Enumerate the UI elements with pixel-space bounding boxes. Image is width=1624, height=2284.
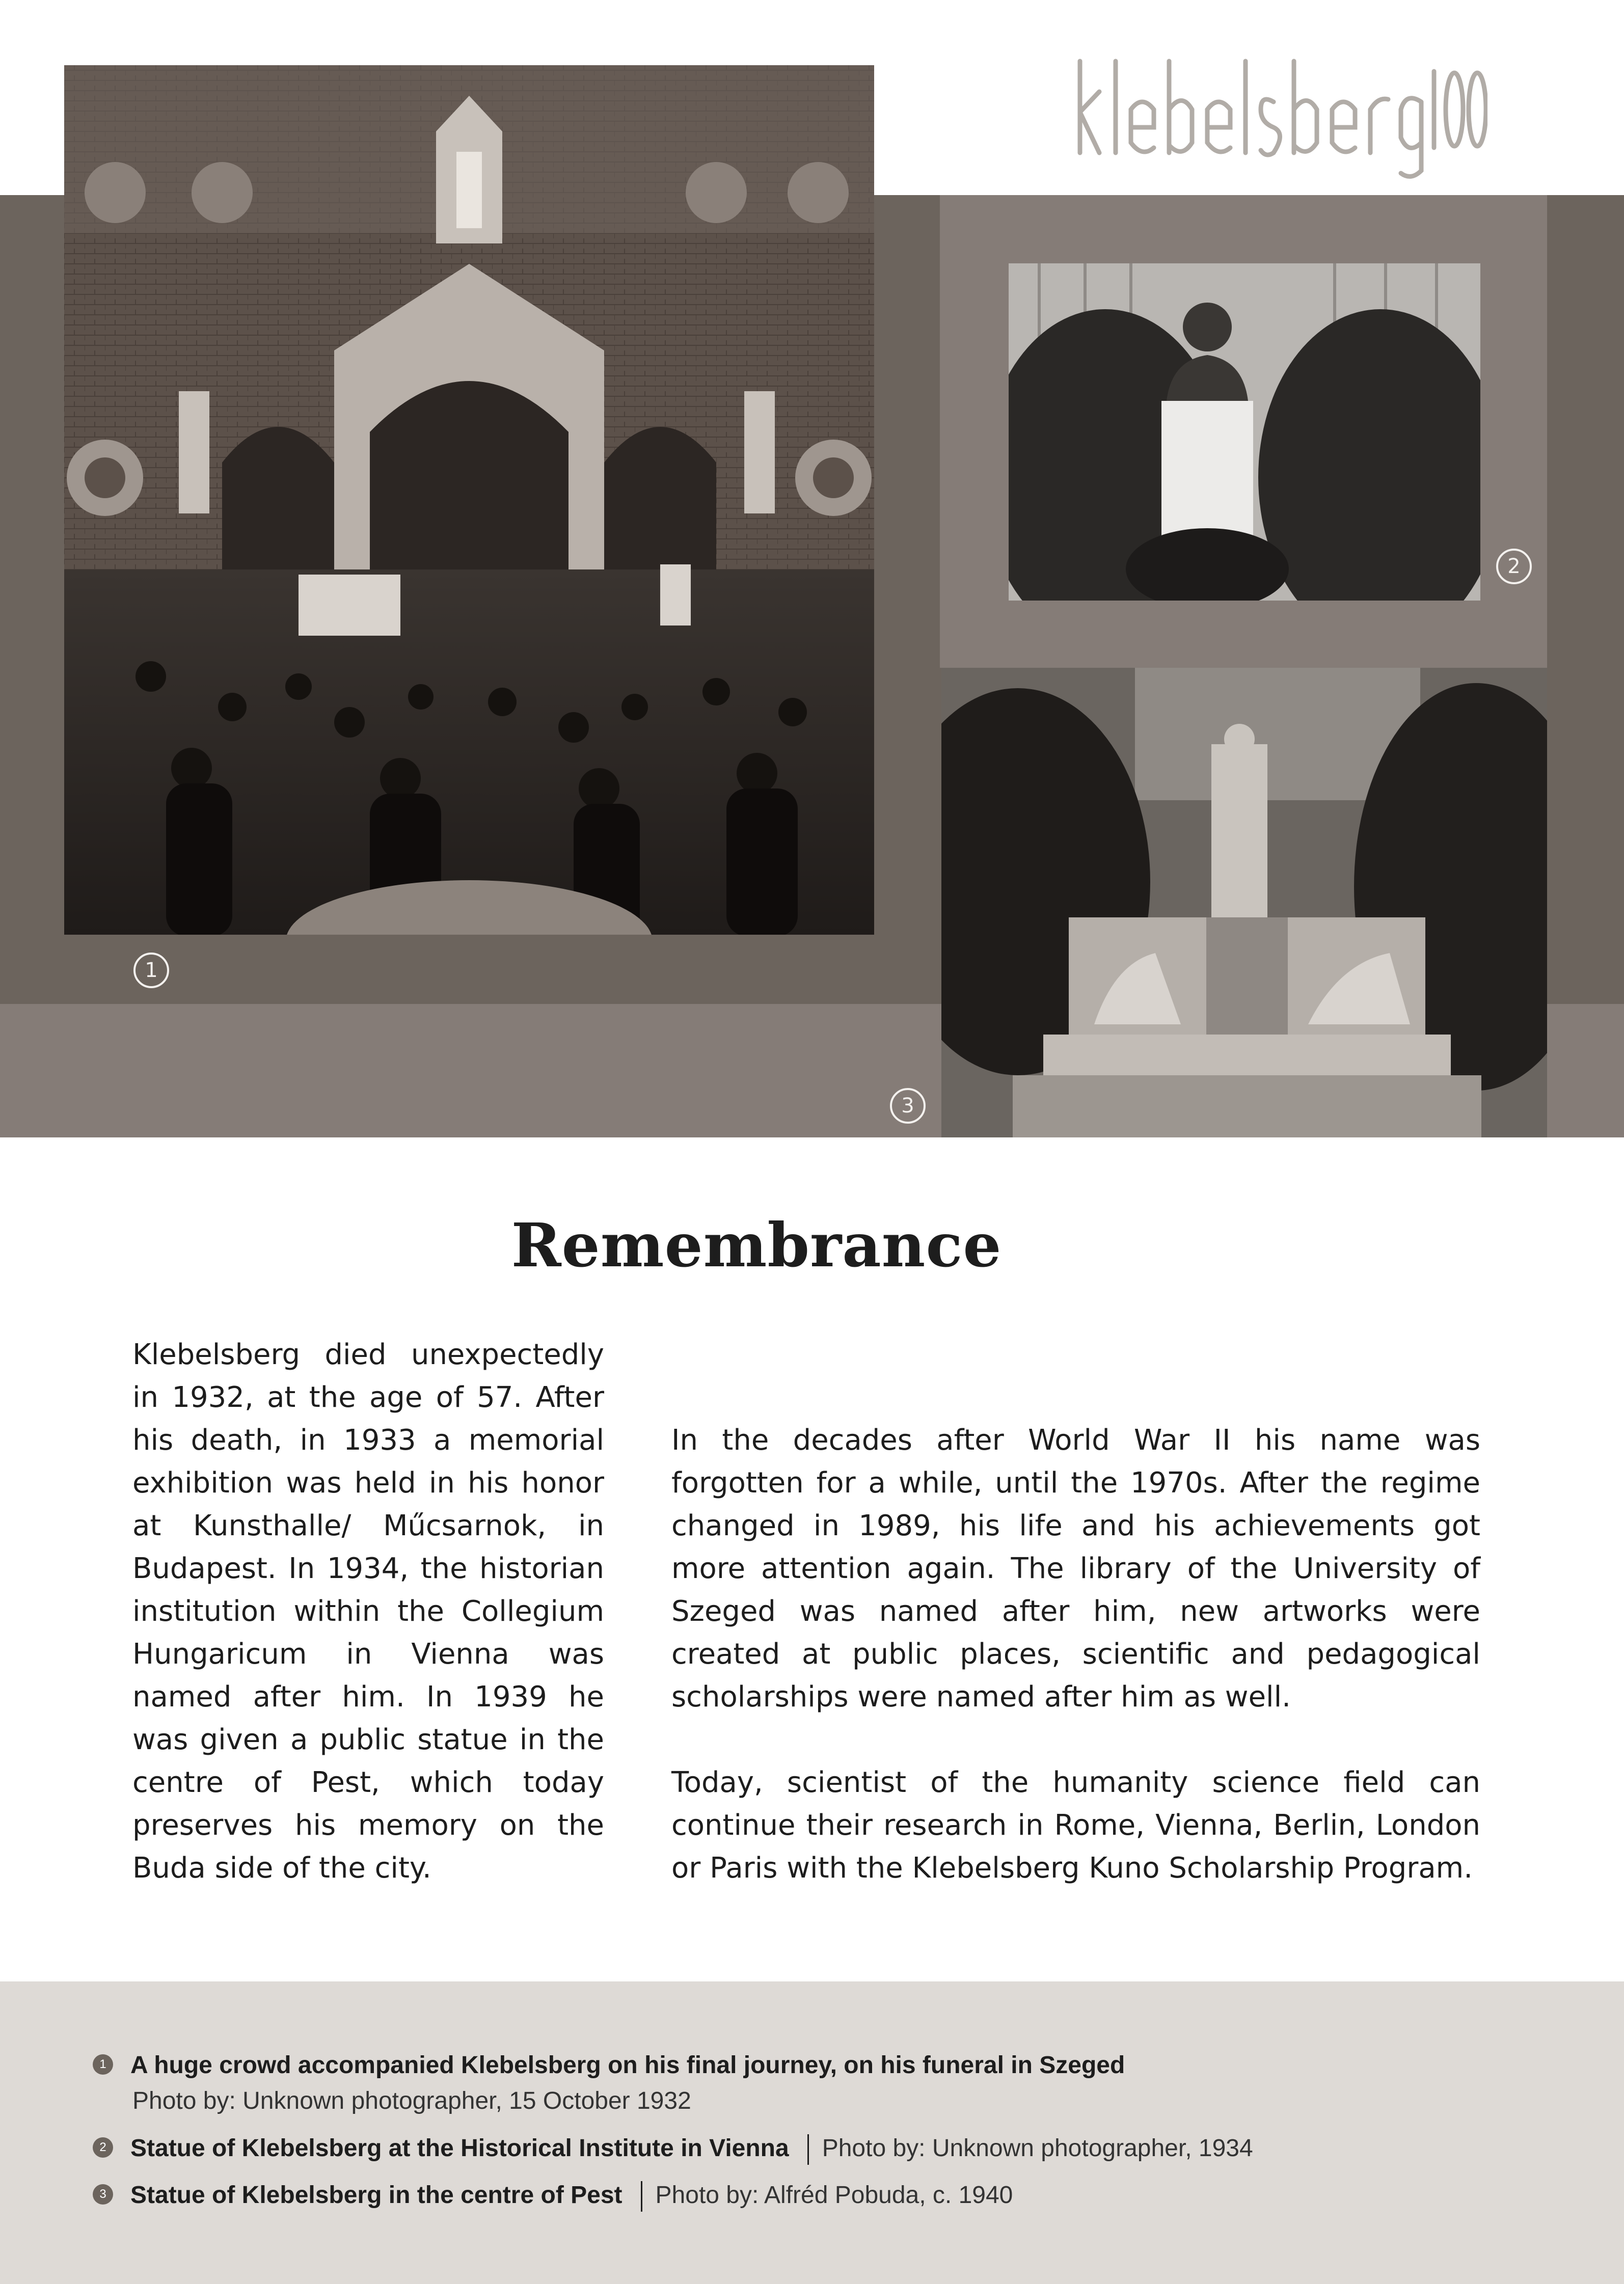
caption-title: A huge crowd accompanied Klebelsberg on his final journey, on his funeral in Szeged xyxy=(130,2052,1125,2079)
caption-number-badge: 2 xyxy=(93,2137,113,2158)
caption-number-badge: 1 xyxy=(93,2054,113,2075)
caption-credit: Photo by: Unknown photographer, 15 October 1932 xyxy=(132,2087,691,2114)
photo-number-badge-2: 2 xyxy=(1496,549,1532,584)
photo-vienna-bust xyxy=(1009,263,1480,601)
caption-1 xyxy=(93,2048,1125,2083)
paragraph: In the decades after World War II his name was forgotten for a while, until the 1970s. After the regime changed in 1989, his life and his achievements got more attention again. The library of the University of Szeged was named after him, new artworks were created at public places, scientific and pedagogical scholarships were named after him as well. xyxy=(671,1424,1480,1714)
caption-divider xyxy=(807,2134,809,2165)
photo-number-badge-1: 1 xyxy=(133,953,169,988)
photo-funeral-crowd xyxy=(64,65,874,935)
left-column-text xyxy=(132,1334,604,1890)
page-title: Remembrance xyxy=(511,1210,1002,1281)
caption-credit: Photo by: Unknown photographer, 1934 xyxy=(822,2135,1253,2162)
caption-divider xyxy=(641,2181,642,2212)
background-strip-right xyxy=(1547,195,1624,1004)
klebelsberg-100-logo xyxy=(1070,51,1487,188)
caption-2 xyxy=(93,2131,1253,2166)
paragraph: Klebelsberg died unexpectedly in 1932, at the age of 57. After his death, in 1933 a memorial exhibition was held in his honor at Kunsthalle/ Műcsarnok, in Budapest. In 1934, the historian institution within the Collegium Hungaricum in Vienna was named after him. In 1939 he was given a public statue in the centre of Pest, which today preserves his memory on the Buda side of the city. xyxy=(132,1338,604,1885)
caption-3 xyxy=(93,2178,1013,2213)
paragraph: Today, scientist of the humanity science field can continue their research in Rome, Vienna, Berlin, London or Paris with the Klebelsberg Kuno Scholarship Program. xyxy=(671,1766,1480,1885)
photo-pest-statue xyxy=(941,668,1547,1137)
caption-number-badge: 3 xyxy=(93,2184,113,2205)
caption-credit: Photo by: Alfréd Pobuda, c. 1940 xyxy=(655,2182,1013,2209)
photo-number-badge-3: 3 xyxy=(890,1088,926,1124)
right-column-text xyxy=(671,1419,1480,1933)
caption-title: Statue of Klebelsberg in the centre of Pest xyxy=(130,2182,622,2209)
caption-title: Statue of Klebelsberg at the Historical Institute in Vienna xyxy=(130,2135,789,2162)
